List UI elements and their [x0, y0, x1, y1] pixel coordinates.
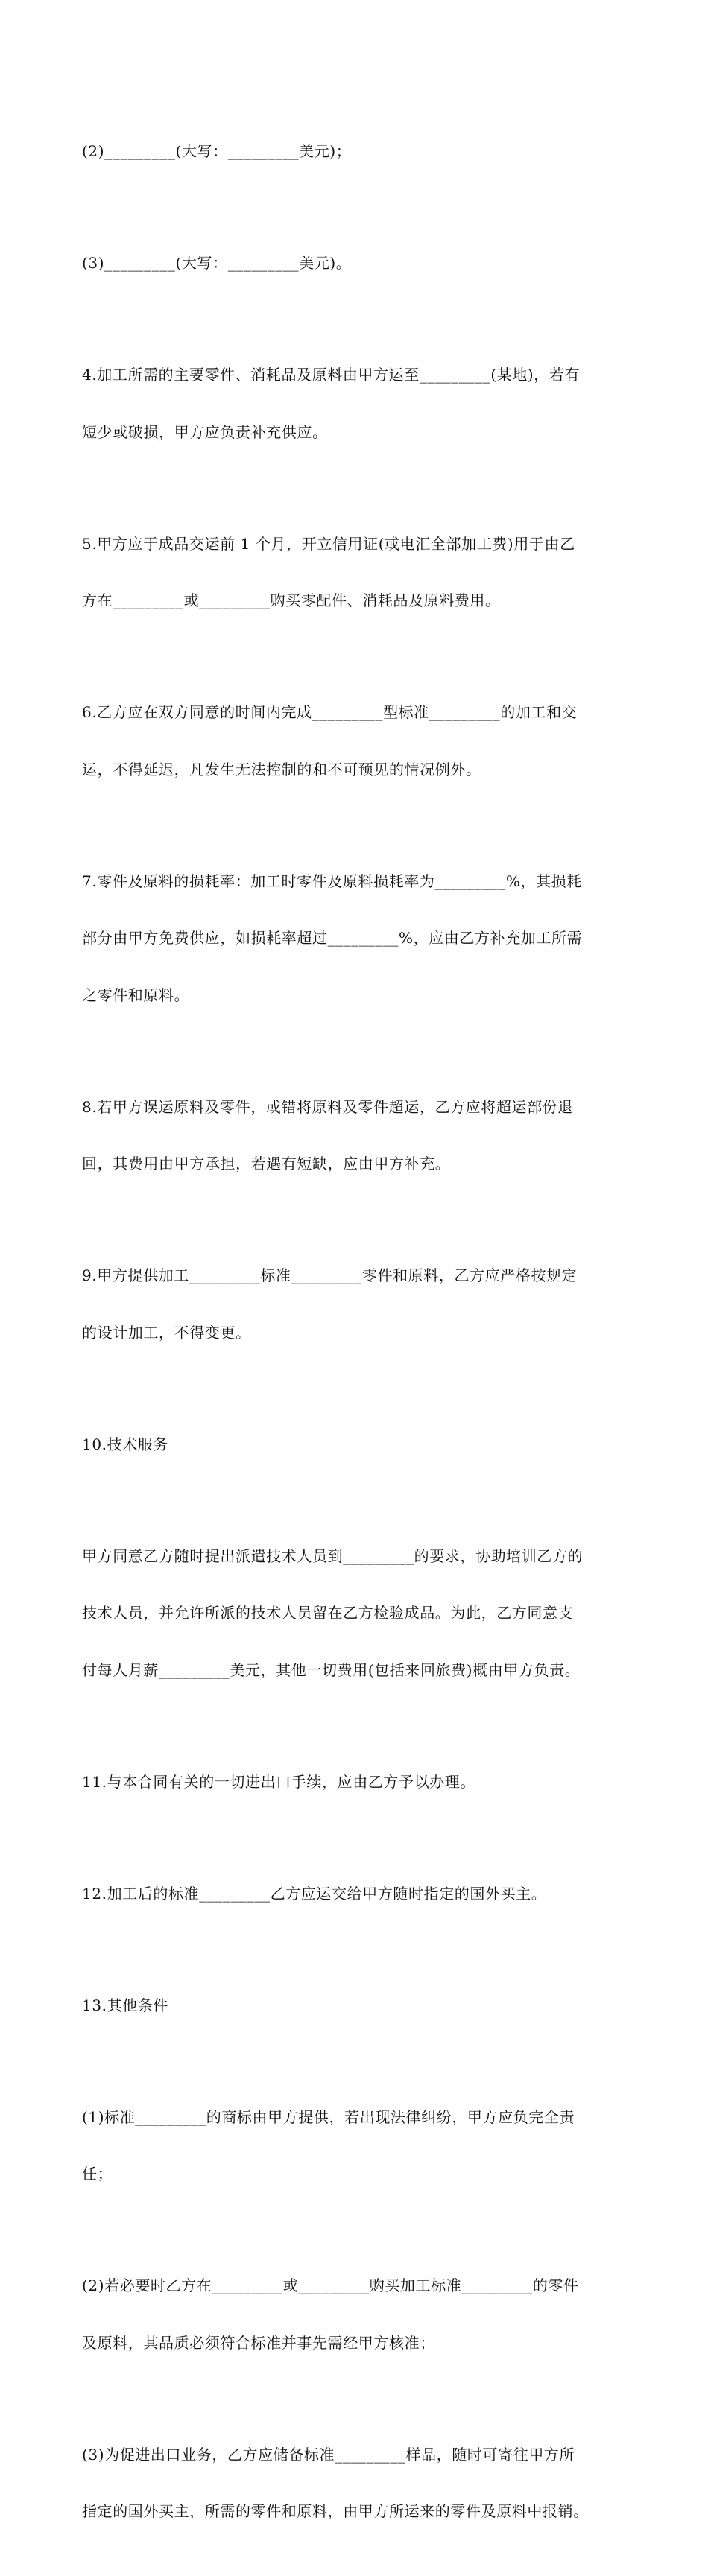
- clause-line: 之零件和原料。: [82, 986, 190, 1004]
- clause-line: 付每人月薪_________美元，其他一切费用(包括来回旅费)概由甲方负责。: [82, 1660, 581, 1679]
- clause-12: [82, 1847, 628, 1942]
- clause-line: 及原料，其品质必须符合标准并事先需经甲方核准；: [82, 2333, 435, 2352]
- clause-1-2-amount: [82, 104, 628, 200]
- clause-line: 4.加工所需的主要零件、消耗品及原料由甲方运至_________(某地)，若有: [82, 366, 581, 384]
- clause-10-body: [82, 1509, 628, 1719]
- clause-10-heading: [82, 1398, 628, 1493]
- clause-line: (3)_________(大写：_________美元)。: [82, 254, 352, 272]
- clause-line: 指定的国外买主，所需的零件和原料，由甲方所运来的零件及原料中报销。: [82, 2502, 589, 2520]
- clause-8: [82, 1060, 628, 1212]
- section-heading: 10.技术服务: [82, 1435, 169, 1453]
- clause-line: 8.若甲方误运原料及零件，或错将原料及零件超运，乙方应将超运部份退: [82, 1097, 573, 1116]
- clause-line: 部分由甲方免费供应，如损耗率超过_________%，应由乙方补充加工所需: [82, 929, 583, 947]
- clause-9: [82, 1228, 628, 1380]
- clause-line: 短少或破损，甲方应负责补充供应。: [82, 422, 328, 441]
- clause-13-1: [82, 2070, 628, 2222]
- clause-1-3-amount: [82, 216, 628, 311]
- clause-line: (1)标准_________的商标由甲方提供，若出现法律纠纷，甲方应负完全责: [82, 2107, 575, 2126]
- clause-5: [82, 497, 628, 649]
- contract-page: [82, 104, 628, 2576]
- clause-13-heading: [82, 1958, 628, 2054]
- section-heading: 13.其他条件: [82, 1996, 169, 2014]
- clause-6: [82, 665, 628, 817]
- clause-line: 7.零件及原料的损耗率：加工时零件及原料损耗率为_________%，其损耗: [82, 872, 582, 890]
- clause-line: 9.甲方提供加工_________标准_________零件和原料，乙方应严格按规定: [82, 1266, 578, 1284]
- clause-line: 5.甲方应于成品交运前 1 个月，开立信用证(或电汇全部加工费)用于由乙: [82, 534, 575, 553]
- clause-line: 甲方同意乙方随时提出派遣技术人员到_________的要求，协助培训乙方的: [82, 1546, 584, 1565]
- clause-line: (2)若必要时乙方在_________或_________购买加工标准_________的零件: [82, 2277, 579, 2294]
- clause-line: 的设计加工，不得变更。: [82, 1323, 251, 1342]
- clause-line: 技术人员，并允许所派的技术人员留在乙方检验成品。为此，乙方同意支: [82, 1604, 574, 1622]
- clause-line: (2)_________(大写：_________美元)；: [82, 142, 352, 160]
- clause-line: 11.与本合同有关的一切进出口手续，应由乙方予以办理。: [82, 1772, 476, 1791]
- clause-line: 回，其费用由甲方承担，若遇有短缺，应由甲方补充。: [82, 1155, 451, 1173]
- clause-13-2: [82, 2239, 628, 2391]
- clause-line: 12.加工后的标准_________乙方应运交给甲方随时指定的国外买主。: [82, 1884, 547, 1903]
- clause-line: (3)为促进出口业务，乙方应储备标准_________样品，随时可寄往甲方所: [82, 2445, 575, 2464]
- clause-line: 方在_________或_________购买零配件、消耗品及原料费用。: [82, 591, 501, 609]
- clause-4: [82, 328, 628, 480]
- clause-11: [82, 1735, 628, 1830]
- clause-line: 6.乙方应在双方同意的时间内完成_________型标准_________的加工和交: [82, 703, 578, 721]
- clause-7: [82, 834, 628, 1044]
- clause-line: 运，不得延迟，凡发生无法控制的和不可预见的情况例外。: [82, 760, 481, 778]
- clause-13-3: [82, 2408, 628, 2560]
- clause-line: 任；: [82, 2165, 113, 2183]
